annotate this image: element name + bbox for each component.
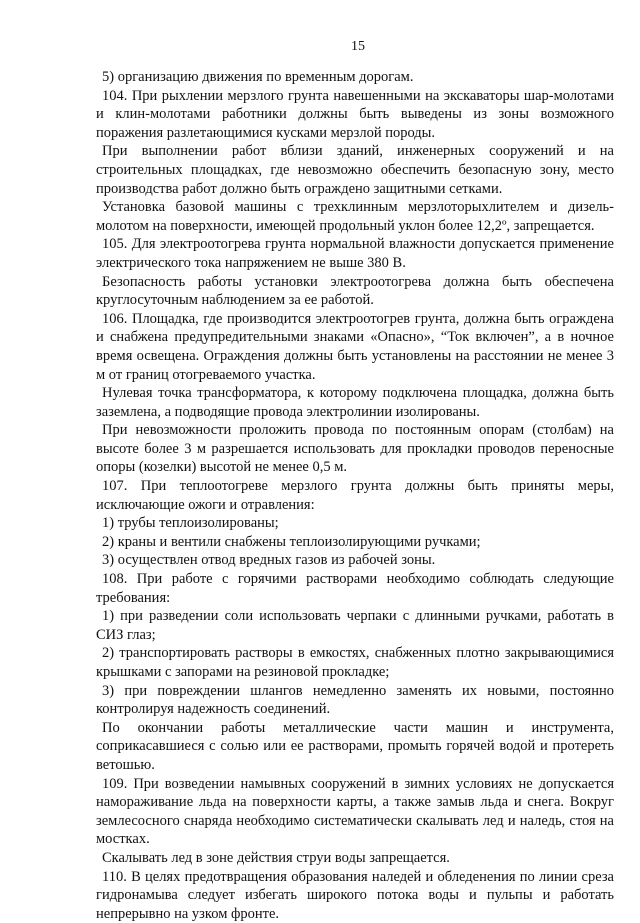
paragraph: По окончании работы металлические части машин и инструмента, соприкасавшиеся с солью или ее растворами, промыть горячей водой и протереть ветошью. (96, 719, 614, 773)
paragraph: 109. При возведении намывных сооружений в зимних условиях не допускается намораживание льда на поверхности карты, а также замыв льда и снега. Вокруг землесосного снаряда необходимо систематически скалывать лед и наледь, стоя на мостках. (96, 775, 614, 848)
paragraph: 108. При работе с горячими растворами необходимо соблюдать следующие требования: (96, 571, 614, 606)
paragraph: 1) трубы теплоизолированы; (102, 515, 279, 532)
paragraph: 105. Для электроотогрева грунта нормальной влажности допускается применение электрического тока напряжением не выше 380 В. (96, 236, 614, 271)
paragraph: 3) осуществлен отвод вредных газов из рабочей зоны. (102, 552, 436, 569)
document-body (96, 68, 614, 923)
paragraph: 3) при повреждении шлангов немедленно заменять их новыми, постоянно контролируя надежность соединений. (96, 682, 614, 718)
paragraph: При невозможности проложить провода по постоянным опорам (столбам) на высоте более 3 м разрешается использовать для прокладки проводов переносные опоры (козелки) высотой не менее 0,5 м. (96, 422, 614, 476)
paragraph: Безопасность работы установки электроотогрева должна быть обеспечена круглосуточным наблюдением за ее работой. (96, 273, 614, 309)
paragraph: 110. В целях предотвращения образования наледей и обледенения по линии среза гидронамыва следует избегать широкого потока воды и пульпы и работать непрерывно на узком фронте. (96, 868, 614, 922)
paragraph: 1) при разведении соли использовать черпаки с длинными ручками, работать в СИЗ глаз; (96, 608, 614, 643)
paragraph: 5) организацию движения по временным дорогам. (102, 69, 414, 85)
paragraph: Установка базовой машины с трехклинным мерзлоторыхлителем и дизель-молотом на поверхности, имеющей продольный уклон более 12,2º, запрещается. (96, 199, 614, 234)
paragraph: При выполнении работ вблизи зданий, инженерных сооружений и на строительных площадках, где невозможно обеспечить безопасную зону, место производства работ должно быть ограждено защитными сетками. (96, 143, 614, 197)
paragraph: Скалывать лед в зоне действия струи воды запрещается. (102, 849, 450, 866)
paragraph: 2) краны и вентили снабжены теплоизолирующими ручками; (102, 533, 481, 550)
paragraph: 2) транспортировать растворы в емкостях, снабженных плотно закрывающимися крышками с запорами на резиновой прокладке; (96, 645, 614, 680)
paragraph: 104. При рыхлении мерзлого грунта навешенными на экскаваторы шар-молотами и клин-молотами работники должны быть выведены из зоны возможного поражения разлетающимися кусками мерзлой породы. (96, 87, 614, 141)
paragraph: Нулевая точка трансформатора, к которому подключена площадка, должна быть заземлена, а подводящие провода электролинии изолированы. (96, 385, 614, 420)
paragraph: 106. Площадка, где производится электроотогрев грунта, должна быть ограждена и снабжена предупредительными знаками «Опасно», “Ток включен”, а в ночное время освещена. Ограждения должны быть установлены на расстоянии не менее 3 м от границ отогреваемого участка. (96, 310, 614, 383)
page-number: 15 (351, 39, 365, 54)
paragraph: 107. При теплоотогреве мерзлого грунта должны быть приняты меры, исключающие ожоги и отравления: (96, 478, 614, 513)
